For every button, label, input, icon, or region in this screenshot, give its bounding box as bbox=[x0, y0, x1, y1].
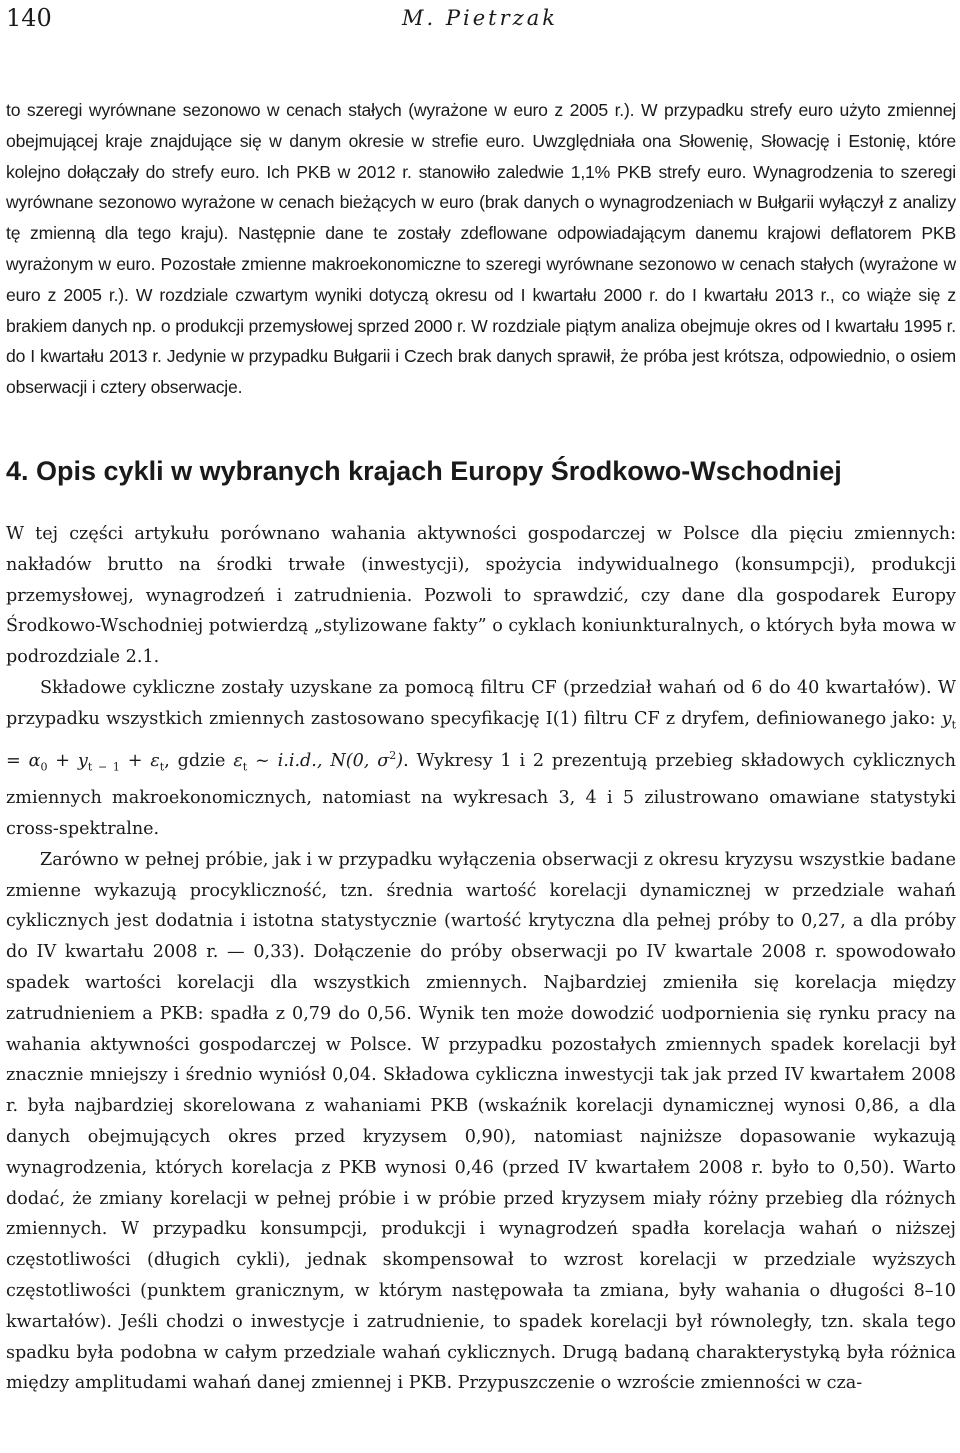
equation-error: $\varepsilon_t$ ~ i.i.d., N(0, $\sigma^2$) bbox=[233, 749, 404, 774]
paragraph-2: W tej części artykułu porównano wahania aktywności gospodarczej w Polsce dla pięciu zmiennych: nakładów brutto na środki trwałe (inwestycji), spożycia indywidualnego (konsumpcji), produkcji przemysłowej, wynagrodzeń i zatrudnienia. Pozwoli to sprawdzić, czy dane dla gospodarek Europy Środkowo-Wschodniej potwierdzą „stylizowane fakty” o cyklach koniunkturalnych, o których była mowa w podrozdziale 2.1. bbox=[6, 523, 956, 668]
section-heading: 4. Opis cykli w wybranych krajach Europy Środkowo-Wschodniej bbox=[6, 455, 842, 486]
running-head: M. Pietrzak bbox=[402, 6, 558, 30]
page-header bbox=[0, 4, 960, 44]
paragraph-3-text-a: Składowe cykliczne zostały uzyskane za pomocą filtru CF (przedział wahań od 6 do 40 kwartałów). W przypadku wszystkich zmiennych zastosowano specyfikację I(1) filtru CF z dryfem, definiowanego jako: bbox=[6, 677, 956, 729]
paragraph-1: to szeregi wyrównane sezonowo w cenach stałych (wyrażone w euro z 2005 r.). W przypadku strefy euro użyto zmiennej obejmującej kraje znajdujące się w danym okresie w strefie euro. Uwzględniała ona Słowenię, Słowację i Estonię, które kolejno dołączały do strefy euro. Ich PKB w 2012 r. stanowiło zaledwie 1,1% PKB strefy euro. Wynagrodzenia to szeregi wyrównane sezonowo wyrażone w cenach bieżących w euro (brak danych o wynagrodzeniach w Bułgarii wyłączył z analizy tę zmienną dla tego kraju). Następnie dane te zostały zdeflowane odpowiadającym danemu krajowi deflatorem PKB wyrażonym w euro. Pozostałe zmienne makroekonomiczne to szeregi wyrównane sezonowo w cenach stałych (wyrażone w euro z 2005 r.). W rozdziale czwartym wyniki dotyczą okresu od I kwartału 2000 r. do I kwartału 2013 r., co wiąże się z brakiem danych np. o produkcji przemysłowej sprzed 2000 r. W rozdziale piątym analiza obejmuje okres od I kwartału 1995 r. do I kwartału 2013 r. Jedynie w przypadku Bułgarii i Czech brak danych sprawił, że próba jest krótsza, odpowiednio, o osiem obserwacji i cztery obserwacje. bbox=[6, 100, 956, 398]
paragraph-3 bbox=[6, 673, 956, 845]
page-number: 140 bbox=[6, 4, 52, 32]
body-text bbox=[6, 95, 956, 1399]
paragraph-3-gdzie: , gdzie bbox=[164, 750, 226, 771]
paragraph-4: Zarówno w pełnej próbie, jak i w przypadku wyłączenia obserwacji z okresu kryzysu wszystkie badane zmienne wykazują procykliczność, tzn. średnia wartość korelacji dynamicznej w przedziale wahań cyklicznych jest dodatnia i istotna statystycznie (wartość krytyczna dla pełnej próby to 0,27, a dla próby do IV kwartału 2008 r. — 0,33). Dołączenie do próby obserwacji po IV kwartale 2008 r. spowodowało spadek wartości korelacji dla wszystkich zmiennych. Najbardziej zmieniła się korelacja między zatrudnieniem a PKB: spadła z 0,79 do 0,56. Wynik ten może dowodzić uodpornienia się rynku pracy na wahania aktywności gospodarczej w Polsce. W przypadku pozostałych zmiennych spadek korelacji był znacznie mniejszy i średnio wyniósł 0,04. Składowa cykliczna inwestycji tak jak przed IV kwartałem 2008 r. była najbardziej skorelowana z wahaniami PKB (wskaźnik korelacji dynamicznej wynosi 0,86, a dla danych obejmujących okres przed kryzysem 0,90), natomiast najniższe dopasowanie wykazują wynagrodzenia, których korelacja z PKB wynosi 0,46 (przed IV kwartałem 2008 r. było to 0,50). Warto dodać, że zmiany korelacji w pełnej próbie i w próbie przed kryzysem miały różny przebieg dla różnych zmiennych. W przypadku konsumpcji, produkcji i wynagrodzeń spadła korelacja wahań o niższej częstotliwości (długich cykli), jednak skompensował to wzrost korelacji w przedziale wyższych częstotliwości (punktem granicznym, w którym następowała ta zmiana, były wahania o długości 8–10 kwartałów). Jeśli chodzi o inwestycje i zatrudnienie, to spadek korelacji był równoległy, tzn. skala tego spadku była podobna w całym przedziale wahań cyklicznych. Drugą badaną charakterystyką była różnica między amplitudami wahań danej zmiennej i PKB. Przypuszczenie o wzroście zmienności w cza- bbox=[6, 849, 956, 1394]
paragraph-3-text-b: . Wykresy 1 i 2 prezentują przebieg składowych cyklicznych zmiennych makroekonomicznych, natomiast na wykresach 3, 4 i 5 zilustrowano omawiane statystyki cross-spektralne. bbox=[6, 750, 956, 840]
equation-filter: $y_t = \alpha_0 + y_{t - 1} + \varepsilon_t$ bbox=[6, 708, 956, 774]
